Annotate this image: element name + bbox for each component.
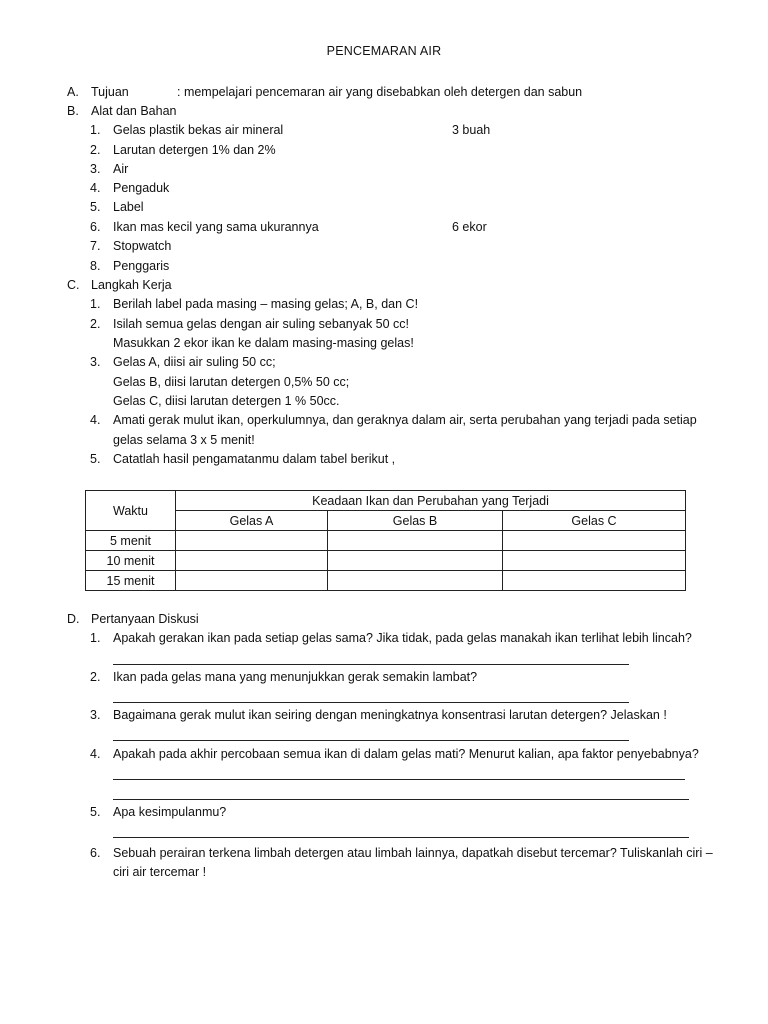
- item-number: 3.: [90, 162, 101, 176]
- section-d-heading: [67, 610, 199, 629]
- answer-line[interactable]: [113, 799, 689, 800]
- table-subheader-row: [86, 511, 686, 531]
- section-b-heading: [67, 102, 177, 121]
- item-text: Larutan detergen 1% dan 2%: [113, 143, 276, 157]
- question-number: 6.: [90, 846, 101, 860]
- step-number: 3.: [90, 355, 101, 369]
- list-item: [90, 121, 283, 141]
- list-item: [90, 198, 144, 218]
- item-number: 6.: [90, 220, 101, 234]
- section-letter: A.: [67, 85, 79, 99]
- step-text: Isilah semua gelas dengan air suling sebanyak 50 cc!: [113, 317, 410, 331]
- item-text: Penggaris: [113, 259, 170, 273]
- item-number: 2.: [90, 143, 101, 157]
- list-item: [90, 237, 171, 257]
- question-number: 4.: [90, 747, 101, 761]
- item-text: Label: [113, 200, 144, 214]
- step-item: [90, 450, 395, 470]
- row-header-time: 10 menit: [86, 551, 176, 571]
- tujuan-text: : mempelajari pencemaran air yang disebabkan oleh detergen dan sabun: [177, 85, 583, 99]
- item-number: 1.: [90, 123, 101, 137]
- table-cell-empty[interactable]: [176, 571, 328, 591]
- list-item: [90, 257, 169, 277]
- item-quantity: 3 buah: [452, 123, 491, 137]
- row-header-time: 15 menit: [86, 571, 176, 591]
- step-text-continued: gelas selama 3 x 5 menit!: [113, 433, 255, 447]
- section-letter: D.: [67, 612, 80, 626]
- answer-line[interactable]: [113, 837, 689, 838]
- table-cell-empty[interactable]: [503, 531, 686, 551]
- table-cell-empty[interactable]: [328, 531, 503, 551]
- item-number: 7.: [90, 239, 101, 253]
- column-group-header: Keadaan Ikan dan Perubahan yang Terjadi: [176, 491, 686, 511]
- table-cell-empty[interactable]: [176, 551, 328, 571]
- table-cell-empty[interactable]: [176, 531, 328, 551]
- question-item: [90, 803, 226, 823]
- question-item: [90, 668, 477, 688]
- list-item: [90, 160, 128, 180]
- table-row: [86, 571, 686, 591]
- table-cell-empty[interactable]: [503, 571, 686, 591]
- question-text: Ikan pada gelas mana yang menunjukkan gerak semakin lambat?: [113, 670, 478, 684]
- step-text: Gelas A, diisi air suling 50 cc;: [113, 355, 276, 369]
- question-text: Apakah pada akhir percobaan semua ikan di dalam gelas mati? Menurut kalian, apa faktor penyebabnya?: [113, 747, 699, 761]
- step-text-continued: Masukkan 2 ekor ikan ke dalam masing-masing gelas!: [113, 336, 414, 350]
- item-text: Gelas plastik bekas air mineral: [113, 123, 284, 137]
- question-number: 2.: [90, 670, 101, 684]
- question-item: [90, 844, 713, 864]
- step-number: 4.: [90, 413, 101, 427]
- step-number: 2.: [90, 317, 101, 331]
- question-text: Apa kesimpulanmu?: [113, 805, 227, 819]
- question-number: 5.: [90, 805, 101, 819]
- step-item: [90, 353, 276, 373]
- answer-line[interactable]: [113, 702, 629, 703]
- row-header-time: 5 menit: [86, 531, 176, 551]
- item-text: Stopwatch: [113, 239, 172, 253]
- list-item: [90, 141, 276, 161]
- column-header-gelas-b: Gelas B: [328, 511, 503, 531]
- answer-line[interactable]: [113, 779, 685, 780]
- observation-table: [85, 490, 686, 591]
- section-label: Pertanyaan Diskusi: [91, 612, 199, 626]
- table-cell-empty[interactable]: [328, 571, 503, 591]
- item-quantity: 6 ekor: [452, 220, 487, 234]
- step-item: [90, 295, 418, 315]
- step-text: Berilah label pada masing – masing gelas; A, B, dan C!: [113, 297, 419, 311]
- table-cell-empty[interactable]: [328, 551, 503, 571]
- answer-line[interactable]: [113, 740, 629, 741]
- item-number: 5.: [90, 200, 101, 214]
- section-label: Langkah Kerja: [91, 278, 172, 292]
- column-header-gelas-c: Gelas C: [503, 511, 686, 531]
- question-item: [90, 745, 699, 765]
- item-text: Pengaduk: [113, 181, 170, 195]
- item-number: 4.: [90, 181, 101, 195]
- step-number: 1.: [90, 297, 101, 311]
- list-item: [90, 179, 169, 199]
- question-number: 3.: [90, 708, 101, 722]
- column-header-gelas-a: Gelas A: [176, 511, 328, 531]
- table-cell-empty[interactable]: [503, 551, 686, 571]
- step-text-continued: Gelas C, diisi larutan detergen 1 % 50cc.: [113, 394, 340, 408]
- step-text: Amati gerak mulut ikan, operkulumnya, dan geraknya dalam air, serta perubahan yang terjadi pada setiap: [113, 413, 697, 427]
- question-text-continued: ciri air tercemar !: [113, 865, 207, 879]
- question-text: Sebuah perairan terkena limbah detergen atau limbah lainnya, dapatkah disebut tercemar? Tuliskanlah ciri –: [113, 846, 713, 860]
- page-title: PENCEMARAN AIR: [326, 44, 442, 58]
- section-a-tujuan: [67, 83, 582, 102]
- step-item: [90, 315, 409, 335]
- item-text: Ikan mas kecil yang sama ukurannya: [113, 220, 319, 234]
- section-label: Alat dan Bahan: [91, 104, 177, 118]
- column-header-waktu: Waktu: [86, 491, 176, 531]
- question-item: [90, 629, 692, 649]
- section-label: Tujuan: [91, 85, 129, 99]
- step-text-continued: Gelas B, diisi larutan detergen 0,5% 50 cc;: [113, 375, 350, 389]
- section-letter: B.: [67, 104, 79, 118]
- item-number: 8.: [90, 259, 101, 273]
- section-c-heading: [67, 276, 172, 295]
- step-item: [90, 411, 697, 431]
- list-item: [90, 218, 319, 238]
- question-item: [90, 706, 667, 726]
- item-text: Air: [113, 162, 129, 176]
- step-number: 5.: [90, 452, 101, 466]
- table-row: [86, 531, 686, 551]
- question-number: 1.: [90, 631, 101, 645]
- section-letter: C.: [67, 278, 80, 292]
- question-text: Apakah gerakan ikan pada setiap gelas sama? Jika tidak, pada gelas manakah ikan terlihat lebih lincah?: [113, 631, 692, 645]
- answer-line[interactable]: [113, 664, 629, 665]
- step-text: Catatlah hasil pengamatanmu dalam tabel berikut ,: [113, 452, 396, 466]
- table-row: [86, 551, 686, 571]
- question-text: Bagaimana gerak mulut ikan seiring dengan meningkatnya konsentrasi larutan detergen? Jelaskan !: [113, 708, 667, 722]
- table-header-row: [86, 491, 686, 511]
